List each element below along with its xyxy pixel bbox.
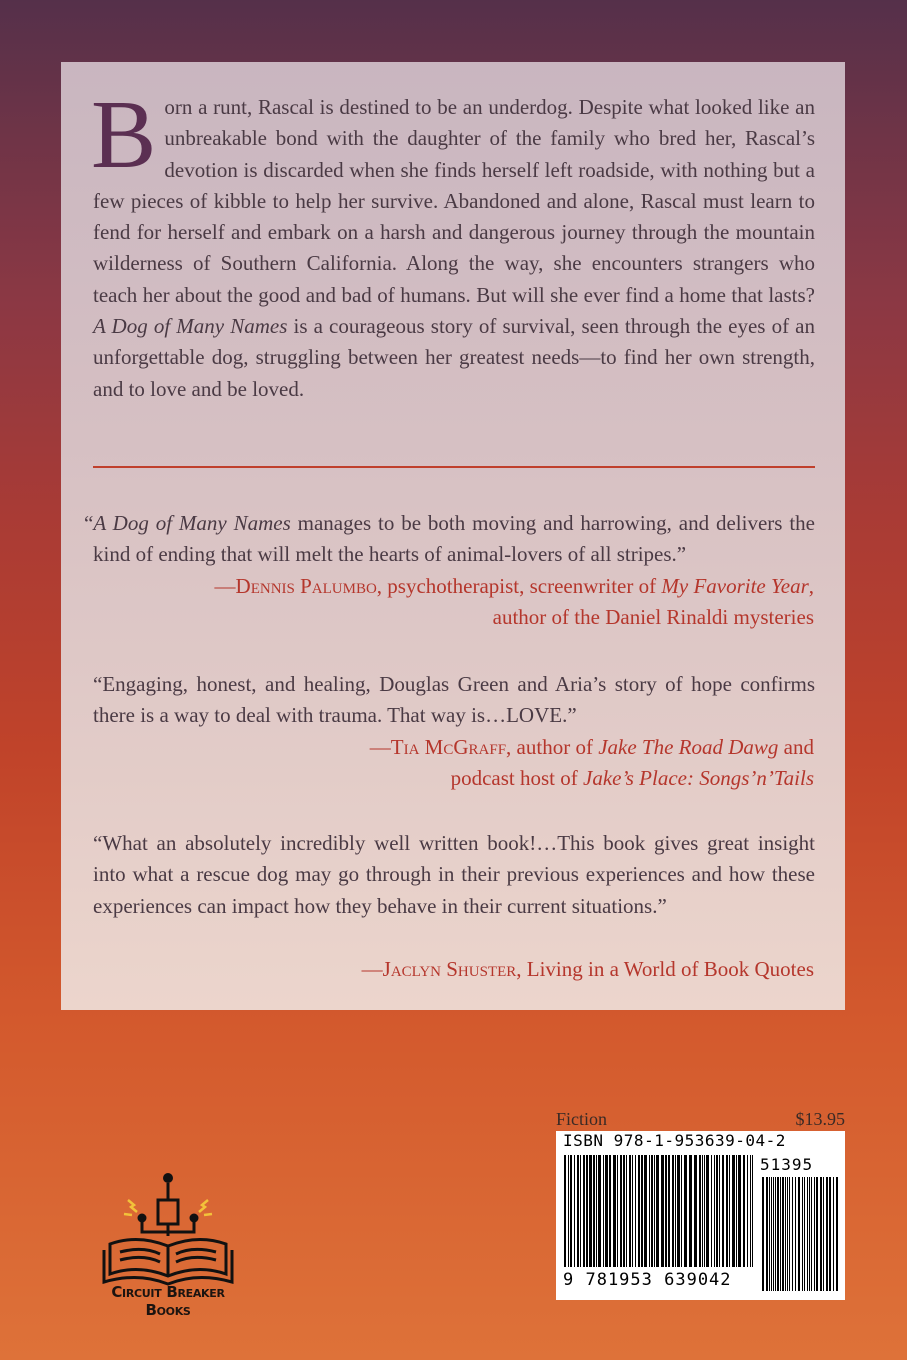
barcode-bar [716,1155,718,1267]
genre-label: Fiction [556,1109,608,1129]
barcode-addon-bar [766,1177,768,1291]
barcode-bar [726,1155,728,1267]
barcode-bar [699,1155,701,1267]
barcode-bar [644,1155,647,1267]
barcode-bar [641,1155,643,1267]
barcode-addon-bar [780,1177,781,1291]
review-attribution-1: —Dennis Palumbo, psychotherapist, screenwriter of My Favorite Year, author of the Daniel Rinaldi mysteries [214,574,814,629]
barcode-bar [583,1155,585,1267]
barcode-addon-bar [804,1177,805,1291]
barcode-bar [593,1155,595,1267]
reviewer-name-3: —Jaclyn Shuster [361,957,517,981]
barcode-bar [656,1155,659,1267]
barcode-bar [638,1155,640,1267]
barcode-bar [729,1155,730,1267]
barcode-bar [589,1155,592,1267]
barcode-bar [649,1155,650,1267]
barcode-addon-bar [775,1177,776,1291]
barcode-bar [736,1155,737,1267]
barcode-bar [609,1155,611,1267]
barcode-addon-bar [789,1177,790,1291]
barcode-addon-bar [792,1177,793,1291]
barcode-bar [632,1155,633,1267]
review-quote-2: “Engaging, honest, and healing, Douglas Green and Aria’s story of hope confirms there is a way to deal with trauma. That way is…LOVE.” [93,672,815,728]
barcode-bar [689,1155,692,1267]
barcode-bar [661,1155,664,1275]
barcode-bar [651,1155,653,1267]
review-quote-1: “A Dog of Many Names manages to be both moving and harrowing, and delivers the kind of ending that will melt the hearts of animal-lovers of all stripes.” [84,511,815,567]
barcode-bar [711,1155,712,1267]
review-1-body: manages to be both moving and harrowing, and delivers the kind of ending that will melt the hearts of animal-lovers of all stripes.” [93,511,815,567]
barcode-addon-bar [787,1177,788,1291]
barcode-bar [672,1155,674,1267]
barcode-bar [635,1155,636,1267]
barcode-bar [620,1155,622,1267]
blurb-title: A Dog of Many Names [93,314,288,339]
barcode-addon-bar [807,1177,808,1291]
barcode-bar [704,1155,705,1267]
barcode-bar [684,1155,687,1267]
barcode-addon-bar [811,1177,812,1291]
barcode-bar [677,1155,680,1267]
barcode-bar [596,1155,597,1267]
barcode-addon-bar [762,1177,764,1291]
barcode-addon-bar [771,1177,772,1291]
ean-digits: 9 781953 639042 [563,1270,732,1290]
barcode-bar [626,1155,627,1267]
reviewer-name-2: —Tia McGraff [369,735,507,759]
barcode-addon-bar [833,1177,834,1291]
barcode-bar [732,1155,735,1267]
drop-cap: B [91,81,157,189]
barcode-bar [580,1155,581,1267]
barcode-bar [577,1155,579,1267]
publisher-name: Circuit Breaker Books [111,1283,225,1319]
barcode-addon-bar [820,1177,822,1291]
barcode-bar [714,1155,715,1267]
review-attribution-2: —Tia McGraff, author of Jake The Road Dawg and podcast host of Jake’s Place: Songs’n’Tails [369,735,814,790]
review-attribution-3: —Jaclyn Shuster, Living in a World of Book Quotes [361,957,814,981]
barcode-bar [694,1155,697,1267]
isbn-label: ISBN 978-1-953639-04-2 [563,1131,786,1150]
barcode-addon-bar [773,1177,774,1291]
barcode-addon-bar [809,1177,810,1291]
review-quote-3: “What an absolutely incredibly well written book!…This book gives great insight into what a rescue dog may go through in their previous experiences and how these experiences can impact how they behave in their current situations.” [93,831,815,918]
price-row [556,1109,845,1131]
barcode-addon-digits: 51395 [760,1155,814,1174]
barcode-bar [702,1155,703,1267]
barcode-addon-bar [829,1177,831,1291]
barcode-addon-bar [769,1177,770,1291]
blurb-text-2: is a courageous story of survival, seen through the eyes of an unforgettable dog, struggling between her greatest needs—to find her own strength, and to love and be loved. [93,314,815,401]
barcode-bar [681,1155,682,1267]
blurb-text-1: orn a runt, Rascal is destined to be an underdog. Despite what looked like an unbreakable bond with the daughter of the family who bred her, Rascal’s devotion is discarded when she finds herself left roadside, with nothing but a few pieces of kibble to help her survive. Abandoned and alone, Rascal must learn to fend for herself and embark on a harsh and dangerous journey through the mountain wilderness of Southern California. Along the way, she encounters strangers who teach her about the good and bad of humans. But will she ever find a home that lasts? [93,95,815,307]
barcode-bar [654,1155,655,1267]
barcode-bar [719,1155,720,1267]
divider-rule [93,466,815,468]
barcode-bar [598,1155,601,1267]
barcode-addon-bar [777,1177,779,1291]
barcode-bar [665,1155,667,1267]
barcode-bar [750,1155,751,1275]
barcode-addon-bar [836,1177,838,1291]
barcode-bar [613,1155,616,1267]
barcode-bar [564,1155,566,1275]
barcode-bar [675,1155,676,1267]
barcode-addon-bar [785,1177,786,1291]
barcode-addon-bar [795,1177,796,1291]
barcode-bar [747,1155,748,1267]
barcode-bar [743,1155,745,1267]
barcode-addon-bar [816,1177,818,1291]
barcode-bar [738,1155,741,1267]
review-1-title: A Dog of Many Names [93,511,291,535]
barcode-bar [603,1155,604,1267]
barcode-bar [706,1155,709,1267]
barcode-bar [586,1155,588,1267]
barcode-bar [568,1155,569,1267]
barcode-bar [617,1155,618,1267]
barcode-addon-bar [798,1177,800,1291]
barcode-addon-bar [802,1177,803,1291]
barcode-addon-bar [823,1177,824,1291]
barcode-bar [605,1155,608,1267]
barcode-addon-bar [814,1177,815,1291]
barcode-bar [668,1155,670,1267]
barcode-addon-bar [826,1177,828,1291]
barcode-bar [752,1155,753,1275]
barcode-addon-bar [782,1177,784,1291]
barcode-bar [629,1155,631,1267]
barcode-bar [574,1155,575,1267]
barcode-bar [623,1155,625,1267]
book-blurb [91,81,815,405]
barcode-bar [722,1155,724,1267]
price-label: $13.95 [795,1109,845,1129]
reviewer-name-1: —Dennis Palumbo [214,574,377,598]
barcode-bar [570,1155,572,1267]
